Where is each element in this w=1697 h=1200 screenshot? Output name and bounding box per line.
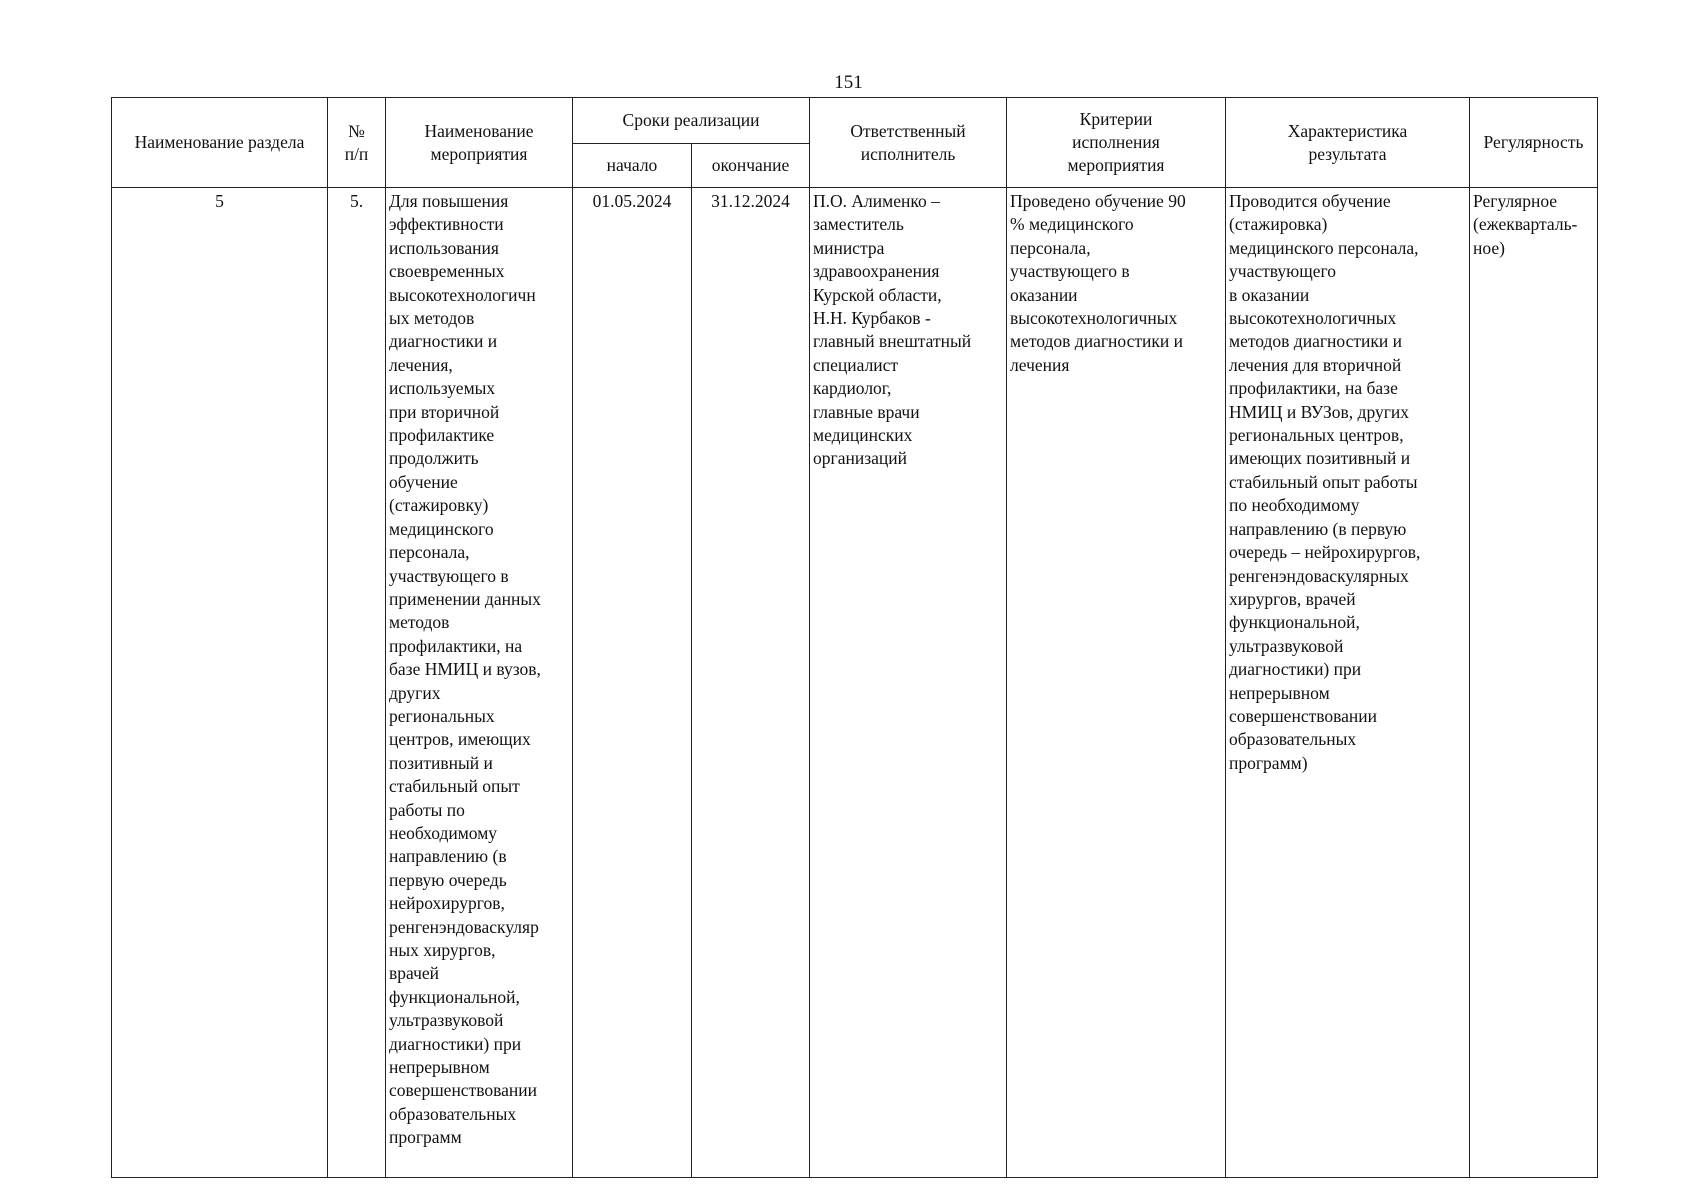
header-criteria: Критерии исполнения мероприятия <box>1007 98 1226 188</box>
header-timing: Сроки реализации <box>573 98 810 144</box>
header-section-name: Наименование раздела <box>112 98 328 188</box>
header-result: Характеристика результата <box>1226 98 1470 188</box>
header-number: № п/п <box>328 98 386 188</box>
activity-plan-table <box>111 97 1598 1178</box>
cell-responsible: П.О. Алименко – заместитель министра здравоохранения Курской области, Н.Н. Курбаков - главный внештатный специалист кардиолог, главные врачи медицинских организаций <box>810 188 1007 1178</box>
header-regularity: Регулярность <box>1470 98 1598 188</box>
cell-start-date: 01.05.2024 <box>573 188 692 1178</box>
header-event-name: Наименование мероприятия <box>386 98 573 188</box>
page-number: 151 <box>834 72 863 93</box>
cell-end-date: 31.12.2024 <box>692 188 810 1178</box>
header-end: окончание <box>692 144 810 188</box>
cell-number: 5. <box>328 188 386 1178</box>
cell-section: 5 <box>112 188 328 1178</box>
cell-event: Для повышения эффективности использования своевременных высокотехнологичн ых методов диагностики и лечения, используемых при вторичной профилактике продолжить обучение (стажировку) медицинского персонала, участвующего в применении данных методов профилактики, на базе НМИЦ и вузов, других региональных центров, имеющих позитивный и стабильный опыт работы по необходимому направлению (в первую очередь нейрохирургов, ренгенэндоваскуляр ных хирургов, врачей функциональной, ультразвуковой диагностики) при непрерывном совершенствовании образовательных программ <box>386 188 573 1178</box>
cell-result: Проводится обучение (стажировка) медицинского персонала, участвующего в оказании высокотехнологичных методов диагностики и лечения для вторичной профилактики, на базе НМИЦ и ВУЗов, других региональных центров, имеющих позитивный и стабильный опыт работы по необходимому направлению (в первую очередь – нейрохирургов, ренгенэндоваскулярных хирургов, врачей функциональной, ультразвуковой диагностики) при непрерывном совершенствовании образовательных программ) <box>1226 188 1470 1178</box>
cell-regularity: Регулярное (ежекварталь- ное) <box>1470 188 1598 1178</box>
header-responsible: Ответственный исполнитель <box>810 98 1007 188</box>
table-row <box>112 188 1598 1178</box>
cell-criteria: Проведено обучение 90 % медицинского персонала, участвующего в оказании высокотехнологичных методов диагностики и лечения <box>1007 188 1226 1178</box>
header-start: начало <box>573 144 692 188</box>
